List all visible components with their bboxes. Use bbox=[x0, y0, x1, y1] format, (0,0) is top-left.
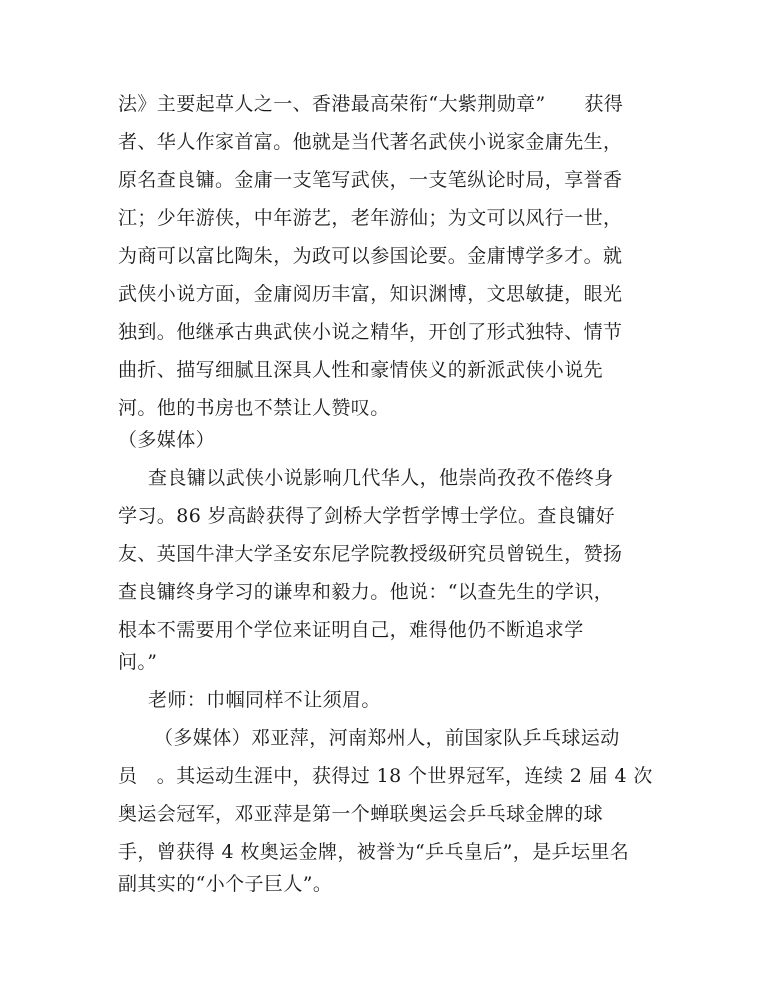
text-line: 原名查良镛。金庸一支笔写武侠，一支笔纵论时局，享誉香 bbox=[118, 169, 623, 191]
text-line: 武侠小说方面，金庸阅历丰富，知识渊博，文思敏捷，眼光 bbox=[118, 283, 623, 305]
paragraph-start-line: （多媒体）邓亚萍，河南郑州人，前国家队乒乓球运动 bbox=[154, 727, 620, 749]
text-line: 问。” bbox=[118, 651, 158, 673]
text-line: 为商可以富比陶朱，为政可以参国论要。金庸博学多才。就 bbox=[118, 245, 623, 267]
paragraph-start-line: 查良镛以武侠小说影响几代华人，他崇尚孜孜不倦终身 bbox=[148, 467, 614, 489]
text-line: 手，曾获得 4 枚奥运金牌，被誉为“乒乓皇后”，是乒坛里名 bbox=[118, 841, 630, 863]
text-line: 查良镛终身学习的谦卑和毅力。他说：“以查先生的学识， bbox=[118, 581, 614, 603]
text-line: 曲折、描写细腻且深具人性和豪情侠义的新派武侠小说先 bbox=[118, 359, 604, 381]
text-line: 法》主要起草人之一、香港最高荣衔“大紫荆勋章” 获得 bbox=[118, 93, 624, 115]
text-line: 友、英国牛津大学圣安东尼学院教授级研究员曾锐生，赞扬 bbox=[118, 543, 623, 565]
text-line: 者、华人作家首富。他就是当代著名武侠小说家金庸先生， bbox=[118, 131, 623, 153]
text-line: 根本不需要用个学位来证明自己，难得他仍不断追求学 bbox=[118, 619, 584, 641]
section-label: （多媒体） bbox=[118, 429, 216, 451]
text-line: 江；少年游侠，中年游艺，老年游仙；为文可以风行一世， bbox=[118, 207, 623, 229]
text-line: 河。他的书房也不禁让人赞叹。 bbox=[118, 397, 390, 419]
text-line: 学习。86 岁高龄获得了剑桥大学哲学博士学位。查良镛好 bbox=[118, 505, 616, 527]
text-line: 奥运会冠军，邓亚萍是第一个蝉联奥运会乒乓球金牌的球 bbox=[118, 803, 604, 825]
text-line: 副其实的“小个子巨人”。 bbox=[118, 873, 333, 895]
text-line: 员 。其运动生涯中，获得过 18 个世界冠军，连续 2 届 4 次 bbox=[118, 765, 653, 787]
text-line: 独到。他继承古典武侠小说之精华，开创了形式独特、情节 bbox=[118, 321, 623, 343]
teacher-line: 老师：巾帼同样不让须眉。 bbox=[148, 689, 381, 711]
